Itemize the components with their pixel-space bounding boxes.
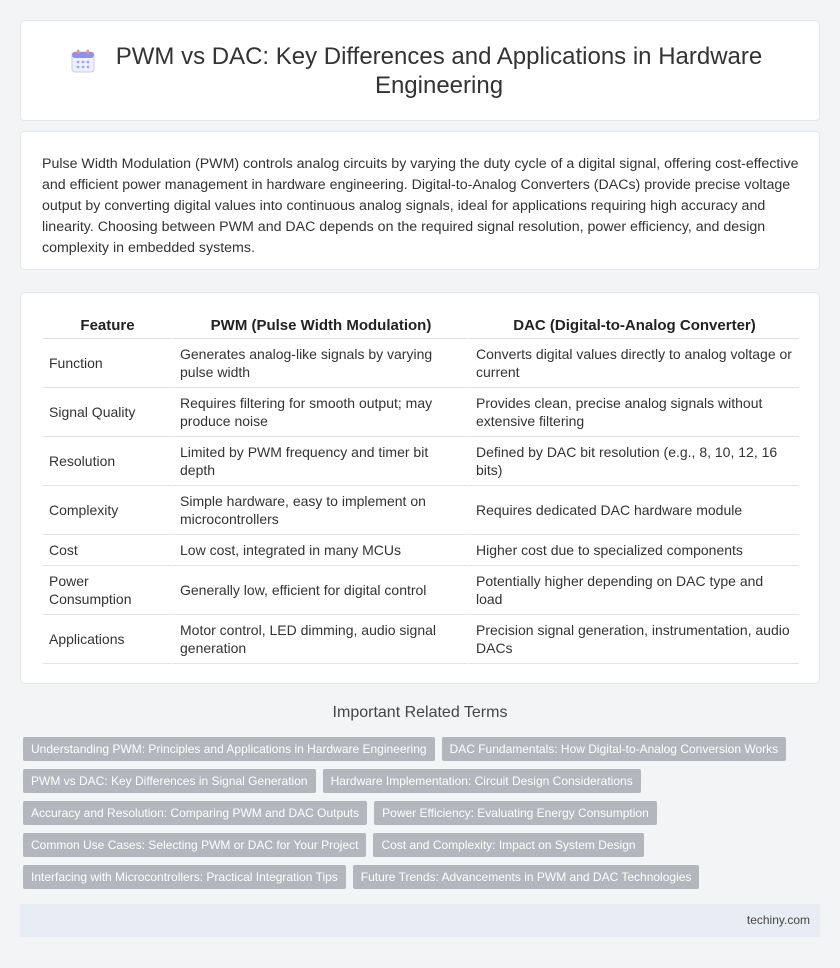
feature-cell: Resolution (43, 437, 172, 486)
related-tag[interactable]: Common Use Cases: Selecting PWM or DAC for Your Project (23, 833, 366, 857)
table-row (43, 486, 799, 535)
related-tag[interactable]: PWM vs DAC: Key Differences in Signal Generation (23, 769, 316, 793)
tag-row (23, 737, 823, 761)
title-wrap (70, 42, 770, 100)
tag-row (23, 833, 823, 857)
calendar-icon (70, 48, 96, 74)
pwm-cell: Low cost, integrated in many MCUs (172, 535, 468, 566)
table-row (43, 437, 799, 486)
feature-cell: Complexity (43, 486, 172, 535)
intro-paragraph: Pulse Width Modulation (PWM) controls analog circuits by varying the duty cycle of a digital signal, offering cost-effective and efficient power management in hardware engineering. Digital-to-Analog Converters (DACs) provide precise voltage output by converting digital values into continuous analog signals, ideal for applications requiring high accuracy and linearity. Choosing between PWM and DAC depends on the required signal resolution, power efficiency, and design complexity in embedded systems. (42, 156, 799, 256)
tag-row (23, 801, 823, 825)
table-header-row (43, 313, 799, 339)
feature-cell: Function (43, 339, 172, 388)
comparison-table-card (20, 292, 820, 684)
dac-cell: Defined by DAC bit resolution (e.g., 8, 10, 12, 16 bits) (468, 437, 799, 486)
dac-cell: Precision signal generation, instrumentation, audio DACs (468, 615, 799, 664)
pwm-cell: Generates analog-like signals by varying pulse width (172, 339, 468, 388)
related-terms-tags (23, 737, 823, 897)
related-tag[interactable]: Understanding PWM: Principles and Applications in Hardware Engineering (23, 737, 435, 761)
pwm-cell: Simple hardware, easy to implement on microcontrollers (172, 486, 468, 535)
related-terms-title: Important Related Terms (332, 704, 508, 721)
footer-site-name[interactable]: techiny.com (746, 913, 810, 927)
intro-card (20, 131, 820, 270)
dac-cell: Provides clean, precise analog signals without extensive filtering (468, 388, 799, 437)
related-tag[interactable]: Hardware Implementation: Circuit Design Considerations (323, 769, 641, 793)
header-feature: Feature (43, 313, 172, 339)
table-row (43, 535, 799, 566)
feature-cell: Signal Quality (43, 388, 172, 437)
related-tag[interactable]: Power Efficiency: Evaluating Energy Consumption (374, 801, 657, 825)
related-tag[interactable]: Interfacing with Microcontrollers: Practical Integration Tips (23, 865, 346, 889)
related-tag[interactable]: DAC Fundamentals: How Digital-to-Analog Conversion Works (442, 737, 787, 761)
header-pwm: PWM (Pulse Width Modulation) (172, 313, 468, 339)
related-tag[interactable]: Cost and Complexity: Impact on System Design (373, 833, 643, 857)
feature-cell: Power Consumption (43, 566, 172, 615)
tag-row (23, 769, 823, 793)
table-row (43, 388, 799, 437)
dac-cell: Converts digital values directly to analog voltage or current (468, 339, 799, 388)
feature-cell: Applications (43, 615, 172, 664)
header-dac: DAC (Digital-to-Analog Converter) (468, 313, 799, 339)
pwm-cell: Generally low, efficient for digital control (172, 566, 468, 615)
table-row (43, 339, 799, 388)
pwm-cell: Motor control, LED dimming, audio signal generation (172, 615, 468, 664)
table-row (43, 615, 799, 664)
dac-cell: Higher cost due to specialized components (468, 535, 799, 566)
dac-cell: Potentially higher depending on DAC type and load (468, 566, 799, 615)
header-card (20, 20, 820, 121)
related-tag[interactable]: Future Trends: Advancements in PWM and DAC Technologies (353, 865, 700, 889)
table-row (43, 566, 799, 615)
page-title: PWM vs DAC: Key Differences and Applications in Hardware Engineering (115, 42, 763, 99)
tag-row (23, 865, 823, 889)
feature-cell: Cost (43, 535, 172, 566)
dac-cell: Requires dedicated DAC hardware module (468, 486, 799, 535)
footer (20, 904, 820, 937)
comparison-table (43, 313, 799, 664)
related-tag[interactable]: Accuracy and Resolution: Comparing PWM and DAC Outputs (23, 801, 367, 825)
pwm-cell: Requires filtering for smooth output; may produce noise (172, 388, 468, 437)
pwm-cell: Limited by PWM frequency and timer bit depth (172, 437, 468, 486)
